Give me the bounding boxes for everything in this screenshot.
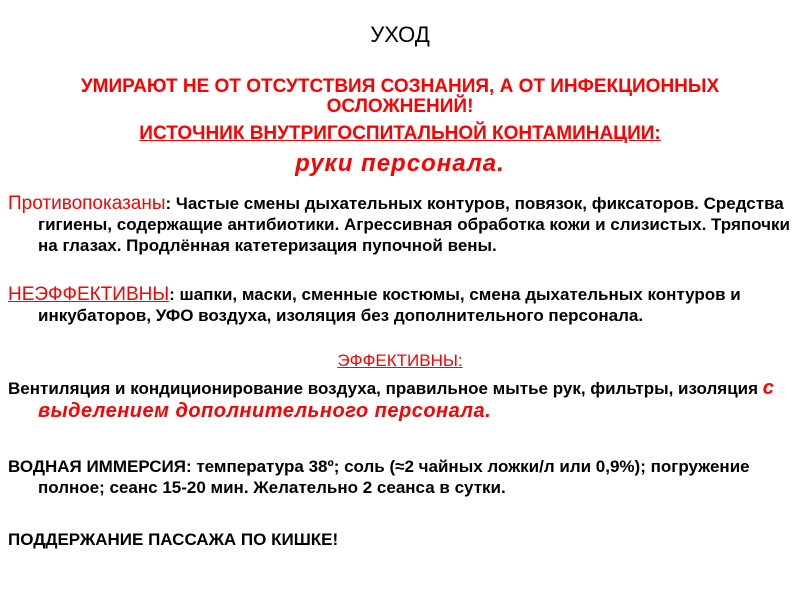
contraindicated-text: : Частые смены дыхательных контуров, повязок, фиксаторов. Средства гигиены, содержащие антибиотики. Агрессивная обработка кожи и слизистых. Тряпочки на глазах. Продлённая катетеризация пупочной вены. <box>38 194 790 255</box>
effective-text: Вентиляция и кондиционирование воздуха, правильное мытье рук, фильтры, изоляция <box>8 379 763 398</box>
contraindicated-paragraph <box>8 193 792 256</box>
effective-label: ЭФФЕКТИВНЫ: <box>337 351 463 370</box>
immersion-paragraph: ВОДНАЯ ИММЕРСИЯ: температура 38º; соль (≈2 чайных ложки/л или 0,9%); погружение полное; сеанс 15-20 мин. Желательно 2 сеанса в сутки. <box>8 457 750 497</box>
effective-paragraph <box>8 377 792 423</box>
slide-title: УХОД <box>370 22 430 47</box>
passage-paragraph: ПОДДЕРЖАНИЕ ПАССАЖА ПО КИШКЕ! <box>8 530 339 549</box>
ineffective-label: НЕЭФФЕКТИВНЫ <box>8 284 170 305</box>
heading-staff-hands: руки персонала. <box>295 150 505 177</box>
heading-contamination-source: ИСТОЧНИК ВНУТРИГОСПИТАЛЬНОЙ КОНТАМИНАЦИИ: <box>139 123 661 144</box>
effective-emphasis: с выделением дополнительного персонала. <box>38 377 775 422</box>
ineffective-paragraph <box>8 284 792 326</box>
ineffective-text: : шапки, маски, сменные костюмы, смена дыхательных контуров и инкубаторов, УФО воздуха, изоляция без дополнительного персонала. <box>38 285 741 325</box>
heading-mortality-cause: УМИРАЮТ НЕ ОТ ОТСУТСТВИЯ СОЗНАНИЯ, А ОТ ИНФЕКЦИОННЫХ ОСЛОЖНЕНИЙ! <box>80 76 720 117</box>
contraindicated-label: Противопоказаны <box>8 193 166 214</box>
